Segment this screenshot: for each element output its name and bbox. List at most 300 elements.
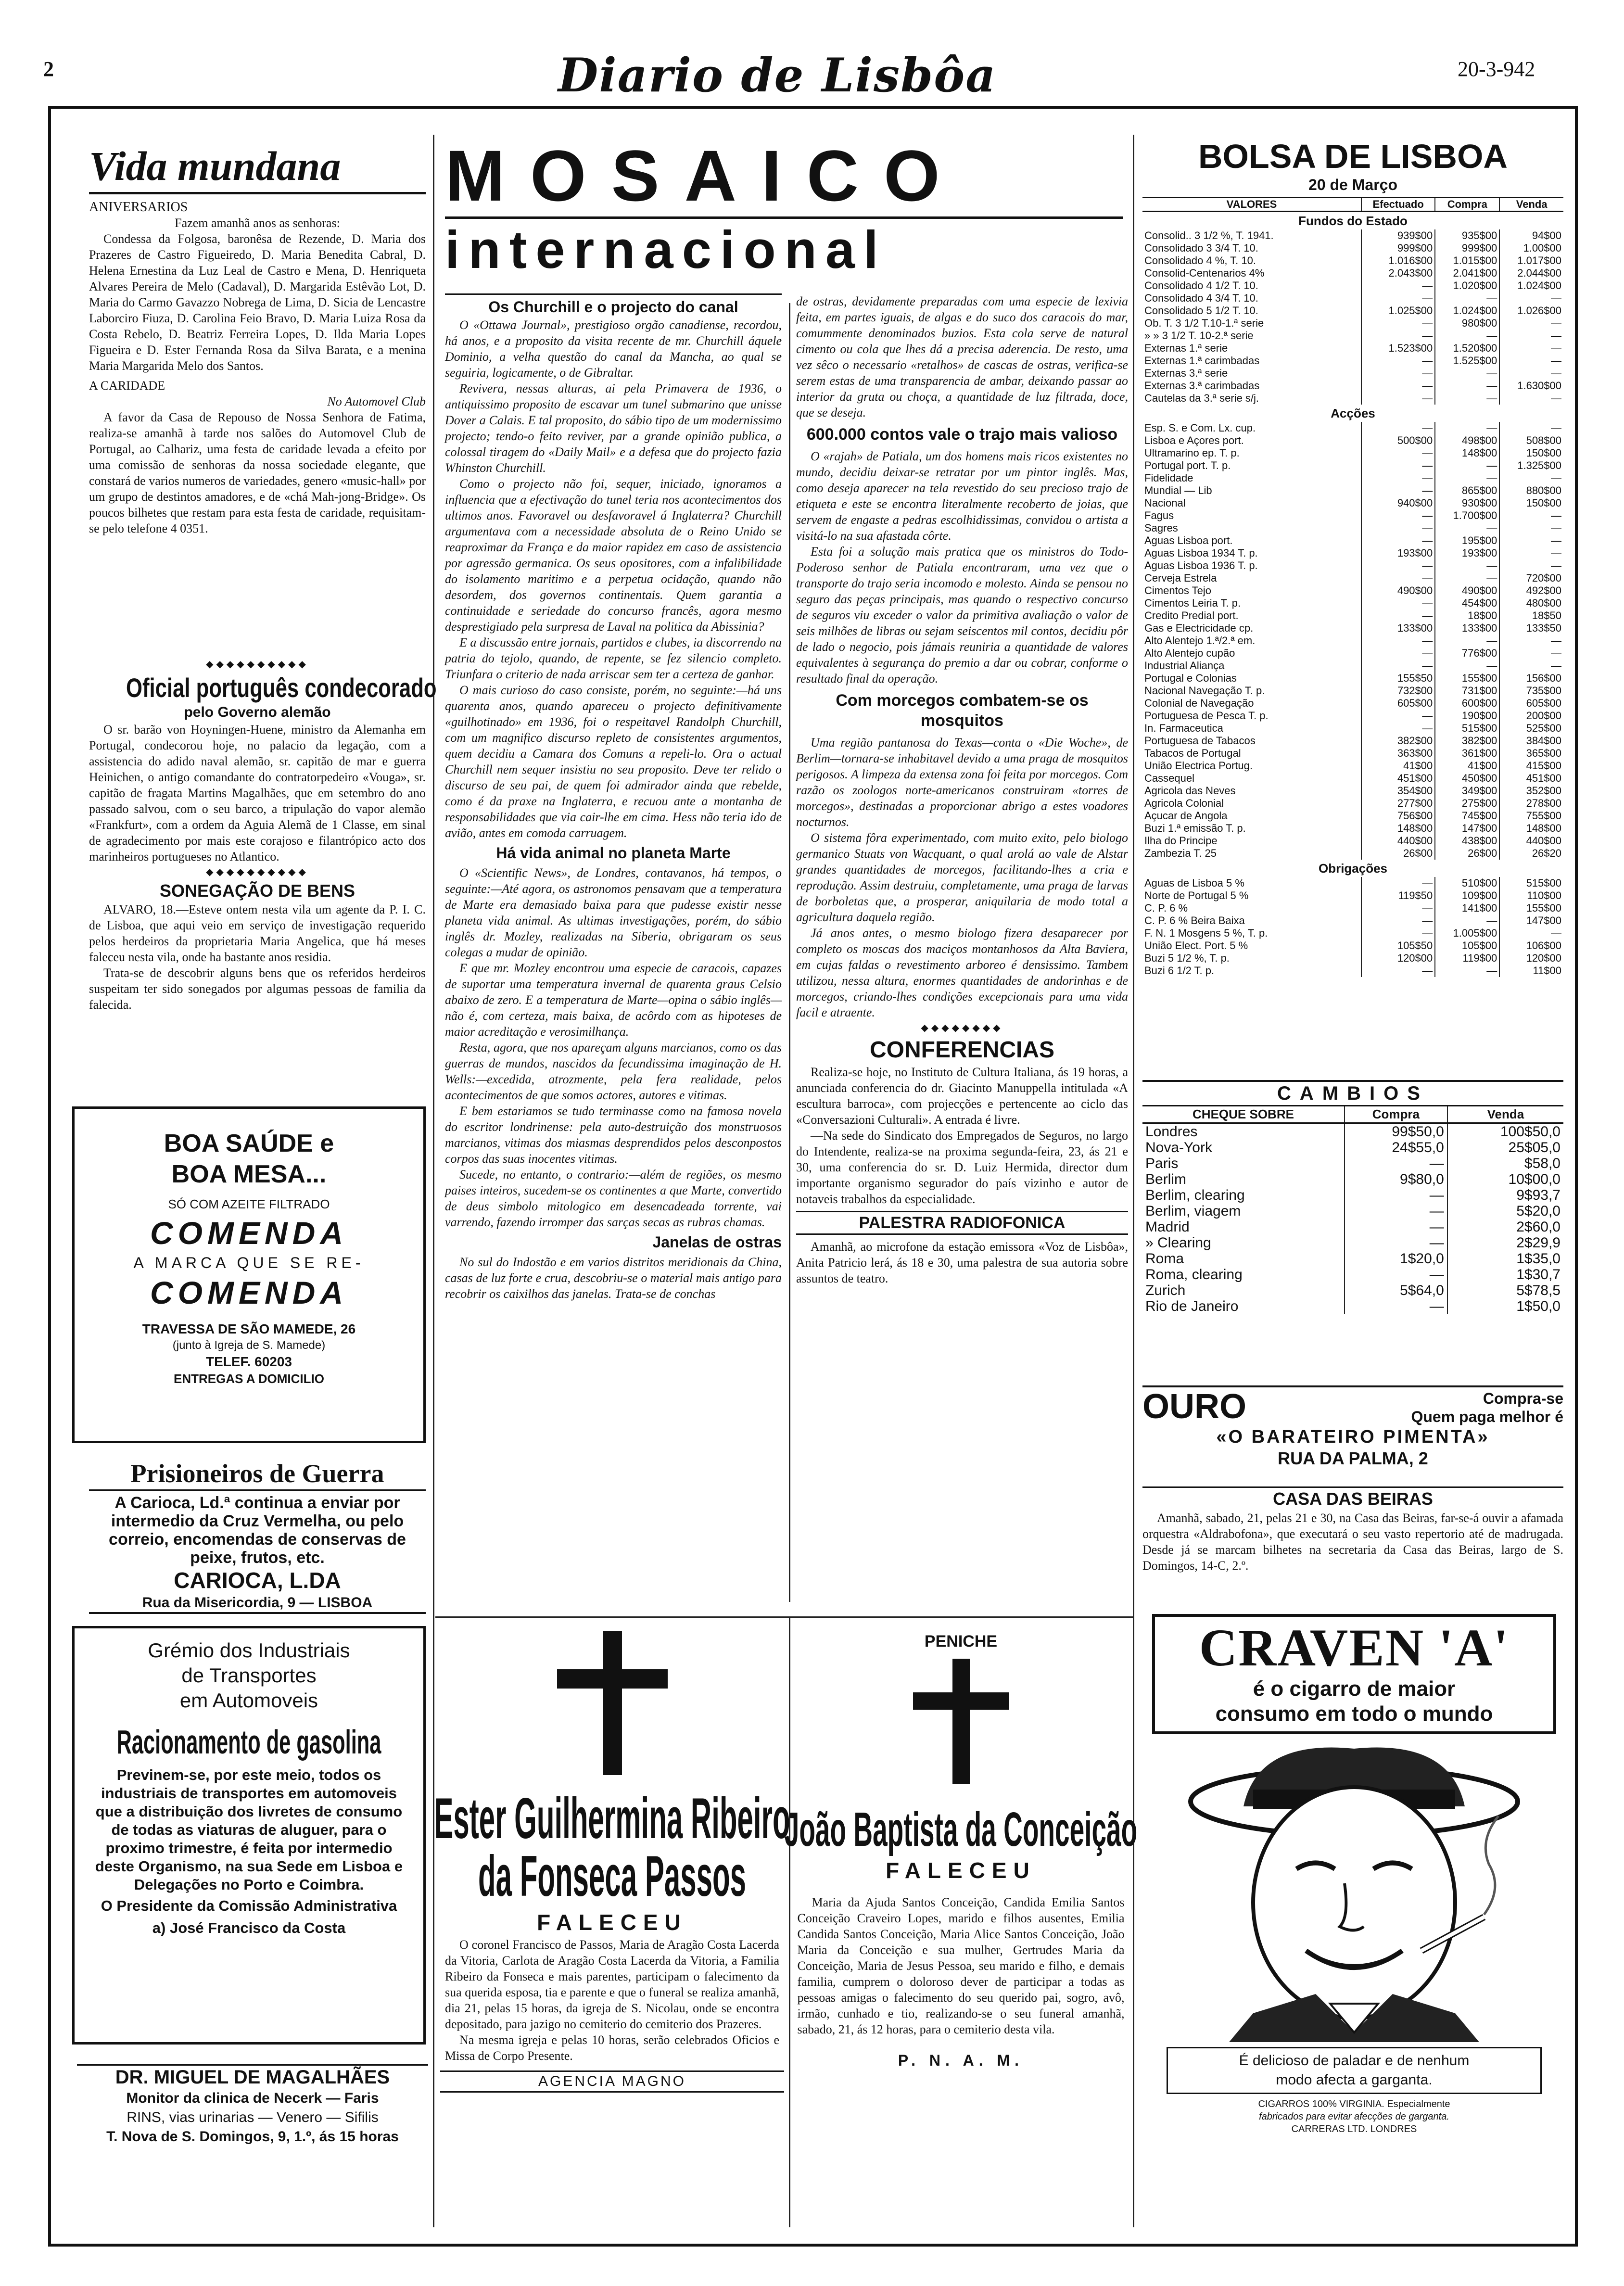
security-name: Agricola Colonial	[1144, 797, 1224, 809]
price-cell: 193$00	[1435, 547, 1499, 559]
rate-cell: 1$30,7	[1447, 1267, 1563, 1283]
price-cell: 930$00	[1435, 497, 1499, 509]
price-cell: 1.026$00	[1499, 305, 1563, 317]
price-cell: 141$00	[1435, 902, 1499, 914]
rate-cell: 10$00,0	[1447, 1171, 1563, 1187]
price-cell: —	[1499, 534, 1563, 547]
bolsa-row	[1142, 330, 1563, 342]
price-cell: 200$00	[1499, 710, 1563, 722]
price-cell: —	[1361, 534, 1435, 547]
ad-address-note: (junto à Igreja de S. Mamede)	[172, 1339, 326, 1352]
security-name: União Electrica Portug.	[1144, 760, 1253, 772]
bolsa-row	[1142, 559, 1563, 572]
security-name: Alto Alentejo cupão	[1144, 647, 1235, 659]
price-cell: 18$00	[1435, 610, 1499, 622]
price-cell: 490$00	[1435, 584, 1499, 597]
security-name: Lisboa e Açores port.	[1144, 434, 1244, 446]
price-cell: 155$50	[1361, 672, 1435, 685]
price-cell: 508$00	[1499, 434, 1563, 447]
price-cell: —	[1499, 367, 1563, 380]
price-cell: 755$00	[1499, 810, 1563, 822]
cross-icon	[913, 1659, 1009, 1784]
price-cell: 94$00	[1499, 229, 1563, 242]
azeite-comenda-ad	[72, 1106, 426, 1443]
cambio-row	[1142, 1251, 1563, 1267]
bolsa-row	[1142, 785, 1563, 797]
price-cell: 109$00	[1435, 889, 1499, 902]
price-cell: 26$00	[1361, 847, 1435, 860]
security-name: Consolidado 3 3/4 T. 10.	[1144, 242, 1258, 254]
bolsa-row	[1142, 367, 1563, 380]
currency-name: Zurich	[1145, 1283, 1186, 1298]
cambio-row	[1142, 1156, 1563, 1171]
security-name: Alto Alentejo 1.ª/2.ª em.	[1144, 635, 1256, 647]
security-name: União Elect. Port. 5 %	[1144, 940, 1248, 952]
security-name: Externas 3.ª carimbadas	[1144, 380, 1260, 392]
deceased-name: João Baptista da Conceição	[784, 1803, 1138, 1856]
price-cell: 148$00	[1361, 822, 1435, 835]
price-cell: —	[1435, 392, 1499, 405]
bolsa-row	[1142, 747, 1563, 760]
mosaico-text: Resta, agora, que nos apareçam alguns marcianos, como os das guerras de mundos, nascidos da fecundissima imaginação de H. Wells:—excedida, atrozmente, pela fera realidade, pelos acontecimentos de que somos actores, autores e vitimas.	[445, 1041, 782, 1102]
price-cell: 732$00	[1361, 685, 1435, 697]
bolsa-row	[1142, 914, 1563, 927]
ornament-divider: ◆◆◆◆◆◆◆◆◆◆	[206, 659, 309, 670]
bolsa-row	[1142, 509, 1563, 522]
bolsa-row	[1142, 355, 1563, 367]
price-cell: —	[1361, 597, 1435, 610]
bolsa-row	[1142, 772, 1563, 785]
price-cell: 440$00	[1499, 835, 1563, 847]
obituary-passos	[434, 1621, 790, 2227]
craven-tagline: é o cigarro de maior	[1253, 1677, 1456, 1701]
price-cell: 195$00	[1435, 534, 1499, 547]
medico-name: DR. MIGUEL DE MAGALHÃES	[77, 2064, 428, 2089]
security-name: Aguas Lisboa 1936 T. p.	[1144, 559, 1258, 572]
cambio-row	[1142, 1219, 1563, 1235]
price-cell: —	[1361, 392, 1435, 405]
mosaico-text: Sucede, no entanto, o contrario:—além de regiões, os mesmo paises inteiros, sucedem-se os continentes a que Marte, convertido de deus simbolo mitologico em desencadeada torrente, vai varrendo, fazendo irromper das sarças secas as rubras chamas.	[445, 1168, 782, 1229]
bolsa-title: BOLSA DE LISBOA	[1198, 138, 1508, 175]
price-cell: 745$00	[1435, 810, 1499, 822]
bolsa-row	[1142, 267, 1563, 279]
bolsa-row	[1142, 810, 1563, 822]
carioca-address: Rua da Misericordia, 9 — LISBOA	[89, 1594, 426, 1614]
mosaico-text: Uma região pantanosa do Texas—conta o «Die Woche», de Berlim—tornara-se inhabitavel devido a uma praga de mosquitos perigosos. A limpeza da extensa zona foi feita por morcegos. Com razão os zoologos norte-americanos construiram «torres de morcegos», destinadas a proporcionar abrigo a estes voadores nocturnos.	[796, 736, 1128, 829]
security-name: Portugal port. T. p.	[1144, 459, 1231, 471]
price-cell: 999$00	[1435, 242, 1499, 254]
bolsa-row	[1142, 722, 1563, 735]
price-cell: 147$00	[1499, 914, 1563, 927]
bolsa-row	[1142, 572, 1563, 584]
security-name: Aguas Lisboa port.	[1144, 534, 1233, 546]
price-cell: 275$00	[1435, 797, 1499, 810]
price-cell: 2.041$00	[1435, 267, 1499, 279]
price-cell: —	[1435, 422, 1499, 434]
obituary-text: Maria da Ajuda Santos Conceição, Candida Emilia Santos Conceição Craveiro Lopes, marido e filhos ausentes, Emilia Candida Santos Conceição, Maria Alice Santos Conceição, João Maria da Conceição e sua mulher, Gertrudes Maria da Conceição, Maria de Jesus Pessoa, seu marido e filho, e demais familia, cumprem o doloroso dever de participar a todas as pessoas amigas o falecimento do seu querido pai, sogro, avô, irmão, cunhado e tio, realizando-se o seu funeral amanhã, sabado, 21, ás 12 horas, para o cemiterio desta vila.	[797, 1895, 1125, 2036]
bolsa-row	[1142, 584, 1563, 597]
price-cell: 1.525$00	[1435, 355, 1499, 367]
security-name: Externas 1.ª serie	[1144, 342, 1228, 354]
trajo-heading: 600.000 contos vale o trajo mais valioso	[806, 425, 1118, 444]
price-cell: 451$00	[1361, 772, 1435, 785]
security-name: Industrial Aliança	[1144, 660, 1225, 672]
medico-line: RINS, vias urinarias — Venero — Sifilis	[127, 2109, 379, 2125]
bolsa-row	[1142, 710, 1563, 722]
craven-tagline: consumo em todo o mundo	[1215, 1702, 1493, 1726]
price-cell: 515$00	[1499, 877, 1563, 889]
bolsa-row	[1142, 835, 1563, 847]
rate-cell: 9$93,7	[1447, 1187, 1563, 1203]
mosaico-subtitle: internacional	[445, 216, 1123, 281]
casa-beiras-title: CASA DAS BEIRAS	[1142, 1486, 1563, 1510]
price-cell: —	[1499, 292, 1563, 305]
column-header: Compra	[1345, 1106, 1447, 1123]
mosaico-column-1	[445, 293, 782, 1302]
sonegacao-text-2: Trata-se de descobrir alguns bens que os referidos herdeiros suspeitam ter sido sonegados por algumas pessoas de familia da falecida.	[89, 966, 426, 1012]
rate-cell: —	[1345, 1235, 1447, 1251]
price-cell: 498$00	[1435, 434, 1499, 447]
price-cell: 756$00	[1361, 810, 1435, 822]
bolsa-row	[1142, 940, 1563, 952]
ouro-address: RUA DA PALMA, 2	[1278, 1448, 1428, 1468]
price-cell: 735$00	[1499, 685, 1563, 697]
gremio-line: Grémio dos Industriais	[148, 1639, 350, 1662]
obituary-conceicao	[784, 1621, 1138, 2227]
security-name: Portuguesa de Tabacos	[1144, 735, 1256, 747]
price-cell: 1.016$00	[1361, 254, 1435, 267]
faleceu-label: FALECEU	[537, 1910, 687, 1935]
currency-name: Berlim, clearing	[1145, 1187, 1245, 1203]
ad-brand: COMENDA	[150, 1275, 348, 1310]
price-cell: 865$00	[1435, 484, 1499, 497]
price-cell: 11$00	[1499, 965, 1563, 977]
ornament-divider: ◆◆◆◆◆◆◆◆	[921, 1023, 1003, 1033]
price-cell: 18$50	[1499, 610, 1563, 622]
mosaico-text: O «Ottawa Journal», prestigioso orgão canadiense, recordou, há anos, e a proposito da visita recente de mr. Churchill áquele Dominio, a velha questão do canal da Mancha, ao qual se seguiria, logicamente, o de Gibraltar.	[445, 318, 782, 380]
security-name: Esp. S. e Com. Lx. cup.	[1144, 422, 1256, 434]
currency-name: Nova-York	[1145, 1140, 1212, 1156]
churchill-heading: Os Churchill e o projecto do canal	[445, 293, 782, 317]
price-cell: 450$00	[1435, 772, 1499, 785]
price-cell: 600$00	[1435, 697, 1499, 710]
price-cell: —	[1361, 459, 1435, 472]
oficial-text: O sr. barão von Hoyningen-Huene, ministro da Alemanha em Portugal, condecorou hoje, no palacio da legação, com a assistencia do adido naval alemão, sr. capitão de mar e guerra Heinichen, o antigo comandante do contratorpedeiro «Vouga», sr. capitão de fragata Martins Magalhães, que em setembro do ano passado salvou, com o seu barco, a tripulação do vapor alemão «Frankfurt», com a ordem da Aguia Alemã de 1 Classe, em sinal de agradecimento por mais este corajoso e filantrópico acto dos marinheiros portugueses no Atlantico.	[89, 723, 426, 864]
price-cell: 605$00	[1499, 697, 1563, 710]
security-name: Portugal e Colonias	[1144, 672, 1237, 684]
price-cell: 278$00	[1499, 797, 1563, 810]
ad-phone: TELEF. 60203	[206, 1354, 292, 1369]
price-cell: 361$00	[1435, 747, 1499, 760]
price-cell: —	[1361, 710, 1435, 722]
price-cell: —	[1361, 927, 1435, 940]
price-cell: —	[1361, 484, 1435, 497]
price-cell: 999$00	[1361, 242, 1435, 254]
price-cell: 2.043$00	[1361, 267, 1435, 279]
security-name: C. P. 6 %	[1144, 902, 1188, 914]
price-cell: —	[1499, 330, 1563, 342]
rate-cell: —	[1345, 1203, 1447, 1219]
price-cell: 490$00	[1361, 584, 1435, 597]
price-cell: 119$00	[1435, 952, 1499, 965]
bolsa-row	[1142, 484, 1563, 497]
cambios-section	[1142, 1080, 1563, 1314]
price-cell: 1.025$00	[1361, 305, 1435, 317]
price-cell: —	[1499, 422, 1563, 434]
mosaico-text: Já anos antes, o mesmo biologo fizera desaparecer por completo os moscas dos maciços montanhosos da Alta Baviera, em cujas faldas o revestimento arboreo é densissimo. Tambem utilizou, nessa altura, enormes quantidades de andorinhas e de morcegos, criando-lhes condições excepcionais para uma vida facil e atraente.	[796, 926, 1128, 1019]
price-cell: —	[1361, 522, 1435, 534]
security-name: Nacional Navegação T. p.	[1144, 685, 1265, 697]
palestra-title: PALESTRA RADIOFONICA	[796, 1211, 1128, 1235]
price-cell: —	[1435, 330, 1499, 342]
smoking-man-illustration	[1171, 1744, 1537, 2042]
bolsa-row	[1142, 697, 1563, 710]
marte-heading: Há vida animal no planeta Marte	[496, 844, 731, 862]
vida-mundana-section	[89, 142, 426, 536]
rate-cell: —	[1345, 1156, 1447, 1171]
cross-icon	[557, 1631, 668, 1775]
rate-cell: 2$29,9	[1447, 1235, 1563, 1251]
security-name: » » 3 1/2 T. 10-2.ª serie	[1144, 330, 1254, 342]
security-name: Consolidado 4 1/2 T. 10.	[1144, 279, 1258, 292]
security-name: Aguas Lisboa 1934 T. p.	[1144, 547, 1258, 559]
bolsa-row	[1142, 522, 1563, 534]
price-cell: 1.024$00	[1435, 305, 1499, 317]
price-cell: —	[1361, 355, 1435, 367]
price-cell: 352$00	[1499, 785, 1563, 797]
cambios-table	[1142, 1106, 1563, 1314]
price-cell: 155$00	[1499, 902, 1563, 914]
price-cell: 133$00	[1435, 622, 1499, 635]
conferencias-text: —Na sede do Sindicato dos Empregados de Seguros, no largo do Intendente, realiza-se na proxima segunda-feira, 23, ás 21 e 30, uma conferencia do sr. D. Luiz Hermida, director dum importante organismo segurador do país vizinho e autor de notaveis trabalhos da especialidade.	[796, 1129, 1128, 1206]
price-cell: 1.005$00	[1435, 927, 1499, 940]
craven-footer: CIGARROS 100% VIRGINIA. Especialmente	[1258, 2099, 1450, 2109]
price-cell: 454$00	[1435, 597, 1499, 610]
conferencias-text: Realiza-se hoje, no Instituto de Cultura Italiana, ás 19 horas, a anunciada conferencia do dr. Giacinto Manuppella intitulada «A escultura barroca», com projecções e pertencente ao ciclo das «Conversazioni Culturali». A entrada é livre.	[796, 1065, 1128, 1127]
rate-cell: 1$20,0	[1345, 1251, 1447, 1267]
rate-cell: 9$80,0	[1345, 1171, 1447, 1187]
price-cell: —	[1499, 522, 1563, 534]
bolsa-row	[1142, 279, 1563, 292]
security-name: Cerveja Estrela	[1144, 572, 1217, 584]
caridade-heading: A CARIDADE	[89, 379, 165, 393]
rate-cell: —	[1345, 1298, 1447, 1314]
page-number: 2	[43, 57, 54, 81]
security-name: Fagus	[1144, 509, 1174, 521]
gremio-headline: Racionamento de gasolina	[116, 1723, 381, 1761]
price-cell: 133$00	[1361, 622, 1435, 635]
security-name: Cimentos Tejo	[1144, 584, 1211, 597]
price-cell: —	[1499, 472, 1563, 484]
price-cell: 480$00	[1499, 597, 1563, 610]
ornament-divider: ◆◆◆◆◆◆◆◆◆◆	[206, 867, 309, 877]
price-cell: 935$00	[1435, 229, 1499, 242]
ad-address: TRAVESSA DE SÃO MAMEDE, 26	[142, 1321, 356, 1336]
bolsa-row	[1142, 380, 1563, 392]
column-divider	[789, 303, 790, 1602]
rate-cell: 24$55,0	[1345, 1140, 1447, 1156]
masthead: Diario de Lisbôa	[558, 48, 997, 102]
price-cell: 147$00	[1435, 822, 1499, 835]
price-cell: 1.523$00	[1361, 342, 1435, 355]
price-cell: 1.630$00	[1499, 380, 1563, 392]
price-cell: 148$00	[1499, 822, 1563, 835]
price-cell: —	[1435, 965, 1499, 977]
price-cell: 1.700$00	[1435, 509, 1499, 522]
price-cell: —	[1499, 355, 1563, 367]
price-cell: —	[1435, 914, 1499, 927]
price-cell: 731$00	[1435, 685, 1499, 697]
bolsa-date: 20 de Março	[1308, 176, 1397, 193]
security-name: Consolidado 5 1/2 T. 10.	[1144, 305, 1258, 317]
deceased-name-line-1: Ester Guilhermina Ribeiro	[434, 1786, 790, 1851]
price-cell: 110$00	[1499, 889, 1563, 902]
security-name: Zambezia T. 25	[1144, 847, 1217, 859]
ouro-shop: «O BARATEIRO PIMENTA»	[1216, 1427, 1490, 1447]
currency-name: Roma	[1145, 1251, 1184, 1267]
security-name: Buzi 6 1/2 T. p.	[1144, 965, 1215, 977]
craven-caption: modo afecta a garganta.	[1276, 2072, 1433, 2088]
column-header: Venda	[1447, 1106, 1563, 1123]
security-name: Ultramarino ep. T. p.	[1144, 447, 1240, 459]
medico-line: Monitor da clinica de Necerk — Faris	[126, 2090, 379, 2106]
sonegacao-text-1: ALVARO, 18.—Esteve ontem nesta vila um agente da P. I. C. de Lisboa, que aqui veio em serviço de investigação requerido pelos herdeiros da proprietaria Maria Angelica, que há meses faleceu nesta vila, onde ha bastante anos residia.	[89, 902, 426, 964]
currency-name: Berlim, viagem	[1145, 1203, 1241, 1219]
caridade-text: A favor da Casa de Repouso de Nossa Senhora de Fatima, realiza-se amanhã à tarde nos salões do Automovel Club de Portugal, ao Calhariz, uma festa de caridade levada a efeito por uma comissão de senhoras da nossa sociedade elegante, que constará de varios numeros de variedades, genero «music-hall» por um grupo de destintos amadores, e de «chá Mah-jong-Bridge». Os poucos bilhetes que restam para esta festa de caridade, requisitam-se pelo telefone 4 0351.	[89, 410, 426, 535]
price-cell: —	[1361, 367, 1435, 380]
cambio-row	[1142, 1298, 1563, 1314]
prisioneiros-section	[89, 1458, 426, 1614]
column-header: Efectuado	[1361, 198, 1435, 212]
mosaico-text: de ostras, devidamente preparadas com uma especie de lexivia feita, em partes iguais, de algas e do suco dos caracois do mar, comummente denominados buzios. Esta cola serve de natural cimento ou cola que lhes dá a precisa aderencia. De resto, uma vez sêco o necessario «retalhos» de cascas de ostras, verifica-se serem estas de uma transparencia de ambar, deixando passar ao interior da gruta ou choça, a quantidade de luz filtrada, doce, que se deseja.	[796, 294, 1128, 419]
price-cell: 26$00	[1435, 847, 1499, 860]
price-cell: —	[1361, 647, 1435, 660]
price-cell: 525$00	[1499, 722, 1563, 735]
price-cell: 193$00	[1361, 547, 1435, 559]
cambio-row	[1142, 1235, 1563, 1251]
obituary-place: PENICHE	[924, 1632, 998, 1651]
currency-name: Berlim	[1145, 1171, 1187, 1187]
price-cell: 1.325$00	[1499, 459, 1563, 472]
price-cell: 106$00	[1499, 940, 1563, 952]
price-cell: —	[1435, 559, 1499, 572]
casa-beiras-text: Amanhã, sabado, 21, pelas 21 e 30, na Casa das Beiras, far-se-á ouvir a afamada orquestra «Aldrabofona», que executará o seu vasto repertorio até de madrugada. Desde já se marcam bilhetes na secretaria da Casa das Beiras, largo de S. Domingos, 14-C, 2.º.	[1142, 1511, 1563, 1573]
price-cell: 1.520$00	[1435, 342, 1499, 355]
ostras-heading: Janelas de ostras	[652, 1233, 782, 1251]
price-cell: —	[1435, 572, 1499, 584]
security-name: Cimentos Leiria T. p.	[1144, 597, 1241, 609]
bolsa-row	[1142, 459, 1563, 472]
currency-name: Roma, clearing	[1145, 1267, 1243, 1283]
price-cell: 354$00	[1361, 785, 1435, 797]
price-cell: 120$00	[1361, 952, 1435, 965]
price-cell: —	[1499, 547, 1563, 559]
security-name: Aguas de Lisboa 5 %	[1144, 877, 1244, 889]
mosaico-text: E a discussão entre jornais, partidos e clubes, ia discorrendo na patria do tejolo, quando, de repente, se fez silencio completo. Triunfara o criterio de nada arriscar sem ter a certeza de ganhar.	[445, 635, 782, 681]
aniversarios-intro: Fazem amanhã anos as senhoras:	[175, 216, 340, 230]
price-cell: 41$00	[1435, 760, 1499, 772]
cambio-row	[1142, 1187, 1563, 1203]
rate-cell: —	[1345, 1267, 1447, 1283]
column-divider	[433, 135, 434, 2227]
ouro-line: Quem paga melhor é	[1411, 1408, 1563, 1425]
ad-line: BOA SAÚDE e	[164, 1130, 334, 1157]
price-cell: —	[1361, 279, 1435, 292]
rate-cell: —	[1345, 1219, 1447, 1235]
mosaico-title: MOSAICO	[445, 135, 965, 216]
price-cell: 440$00	[1361, 835, 1435, 847]
price-cell: —	[1499, 647, 1563, 660]
funeral-agency: AGENCIA MAGNO	[440, 2070, 784, 2093]
date-code: 20-3-942	[1458, 57, 1535, 81]
security-name: Externas 1.ª carimbadas	[1144, 355, 1260, 367]
price-cell: —	[1499, 559, 1563, 572]
price-cell: —	[1435, 472, 1499, 484]
gremio-sign-1: O Presidente da Comissão Administrativa	[101, 1897, 397, 1914]
price-cell: 2.044$00	[1499, 267, 1563, 279]
mosaico-text: Como o projecto não foi, sequer, iniciado, ignoramos a influencia que a efectivação do tunel teria nos acontecimentos dos ultimos anos. Favoravel ou desfavoravel á Inglaterra? Churchill argumentava com a necessidade absoluta de o Reino Unido se reaproximar da França e da maior rapidez em caso de assistencia por agressão germanica. Os seus opositores, com a infalibilidade do isolamento maritimo e a perpetua ocidação, quando não desordem, dos governos continentais. Quem garantia a continuidade e seriedade do concurso francês, agora mesmo desprestigiado pela surpresa de Laval na politica da Abissinia?	[445, 477, 782, 634]
security-name: Açucar de Angola	[1144, 810, 1228, 822]
price-cell: 119$50	[1361, 889, 1435, 902]
mosaico-masthead	[445, 135, 1123, 281]
price-cell: 939$00	[1361, 229, 1435, 242]
bolsa-row	[1142, 472, 1563, 484]
security-name: Cautelas da 3.ª serie s/j.	[1144, 392, 1259, 404]
price-cell: 365$00	[1499, 747, 1563, 760]
rate-cell: 100$50,0	[1447, 1123, 1563, 1140]
bolsa-row	[1142, 797, 1563, 810]
bolsa-row	[1142, 685, 1563, 697]
price-cell: —	[1361, 509, 1435, 522]
price-cell: 363$00	[1361, 747, 1435, 760]
rate-cell: 5$78,5	[1447, 1283, 1563, 1298]
price-cell: —	[1361, 572, 1435, 584]
bolsa-row	[1142, 242, 1563, 254]
bolsa-row	[1142, 902, 1563, 914]
price-cell: 156$00	[1499, 672, 1563, 685]
cambio-row	[1142, 1283, 1563, 1298]
gremio-line: em Automoveis	[179, 1689, 318, 1712]
mosaico-text: Revivera, nessas alturas, ai pela Primavera de 1936, o antiquissimo proposito de escavar um tunel submarino que unisse Dover a Calais. E tal proposito, do sábio tipo de um modernissimo projecto; tendo-o feito reviver, par a grande opinião publica, a colossal tiragem do «Daily Mail» e a defesa que do projecto fazia Whinston Churchill.	[445, 381, 782, 475]
prisioneiros-text: A Carioca, Ld.ª continua a enviar por intermedio da Cruz Vermelha, ou pelo correio, encomendas de conservas de peixe, frutos, etc.	[109, 1494, 406, 1567]
craven-a-ad	[1142, 1614, 1566, 2225]
gremio-sign-2: a) José Francisco da Costa	[152, 1919, 346, 1936]
cambio-row	[1142, 1267, 1563, 1283]
price-cell: —	[1361, 660, 1435, 672]
security-name: Mundial — Lib	[1144, 484, 1212, 496]
bolsa-group-heading: Acções	[1331, 406, 1375, 420]
security-name: Fidelidade	[1144, 472, 1193, 484]
price-cell: 880$00	[1499, 484, 1563, 497]
mosaico-column-2	[796, 293, 1128, 1286]
price-cell: —	[1361, 965, 1435, 977]
craven-brand: CRAVEN 'A'	[1199, 1618, 1510, 1677]
price-cell: —	[1361, 292, 1435, 305]
bolsa-row	[1142, 760, 1563, 772]
price-cell: 105$50	[1361, 940, 1435, 952]
price-cell: —	[1435, 660, 1499, 672]
price-cell: —	[1499, 342, 1563, 355]
prisioneiros-title: Prisioneiros de Guerra	[89, 1458, 426, 1491]
currency-name: Londres	[1145, 1124, 1198, 1140]
bolsa-row	[1142, 889, 1563, 902]
bolsa-row	[1142, 647, 1563, 660]
bolsa-group-heading: Fundos do Estado	[1298, 214, 1408, 228]
price-cell: 776$00	[1435, 647, 1499, 660]
craven-footer: CARRERAS LTD. LONDRES	[1291, 2124, 1417, 2134]
price-cell: 510$00	[1435, 877, 1499, 889]
bolsa-row	[1142, 610, 1563, 622]
